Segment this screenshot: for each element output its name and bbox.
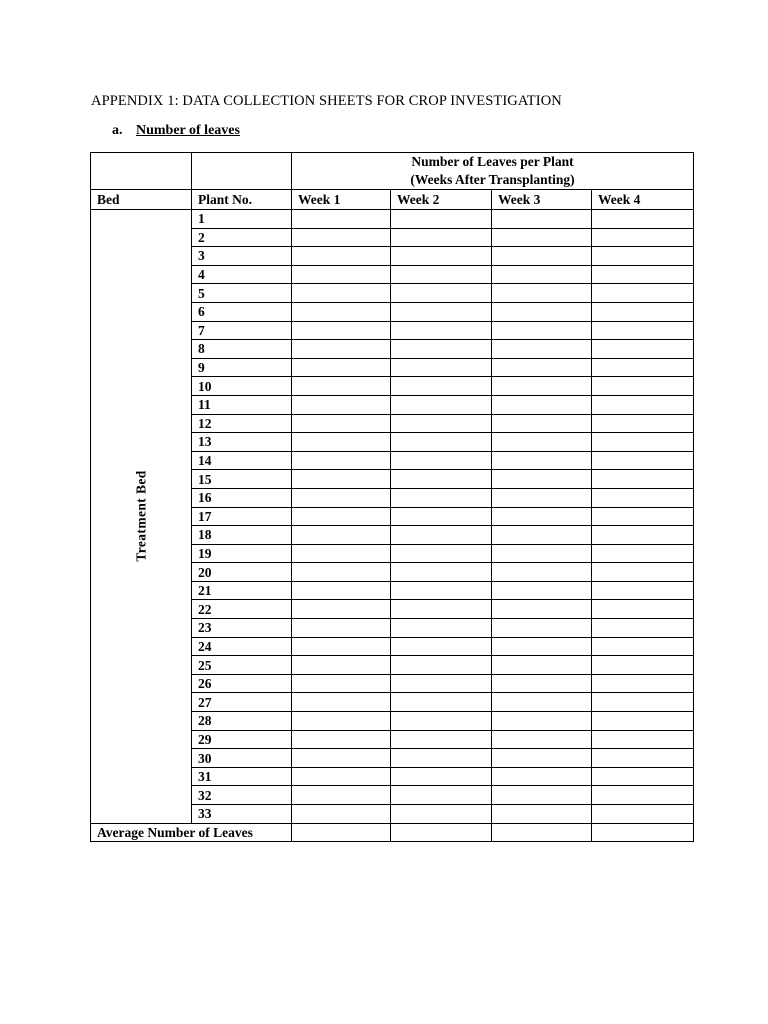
week-3-entry-cell[interactable] xyxy=(492,210,592,229)
week-2-entry-cell[interactable] xyxy=(391,433,492,452)
average-row xyxy=(91,823,694,842)
week-1-entry-cell[interactable] xyxy=(292,767,391,786)
week-3-entry-cell[interactable] xyxy=(492,619,592,638)
plant-number-cell: 31 xyxy=(192,767,292,786)
week-1-entry-cell[interactable] xyxy=(292,414,391,433)
week-1-entry-cell[interactable] xyxy=(292,563,391,582)
week-3-entry-cell[interactable] xyxy=(492,749,592,768)
week-1-entry-cell[interactable] xyxy=(292,693,391,712)
week-1-entry-cell[interactable] xyxy=(292,730,391,749)
treatment-bed-label: Treatment Bed xyxy=(133,470,149,562)
plant-number-cell: 14 xyxy=(192,451,292,470)
week-2-entry-cell[interactable] xyxy=(391,210,492,229)
week-3-entry-cell[interactable] xyxy=(492,600,592,619)
week-4-entry-cell[interactable] xyxy=(592,581,694,600)
week-4-entry-cell[interactable] xyxy=(592,377,694,396)
week-4-entry-cell[interactable] xyxy=(592,488,694,507)
week-4-entry-cell[interactable] xyxy=(592,321,694,340)
week-1-entry-cell[interactable] xyxy=(292,358,391,377)
plant-number-cell: 26 xyxy=(192,674,292,693)
week-3-average-cell[interactable] xyxy=(492,823,592,842)
week-2-entry-cell[interactable] xyxy=(391,321,492,340)
week-4-entry-cell[interactable] xyxy=(592,284,694,303)
week-1-entry-cell[interactable] xyxy=(292,265,391,284)
week-2-entry-cell[interactable] xyxy=(391,340,492,359)
week-4-entry-cell[interactable] xyxy=(592,228,694,247)
week-4-entry-cell[interactable] xyxy=(592,619,694,638)
week-2-entry-cell[interactable] xyxy=(391,674,492,693)
plant-number-cell: 22 xyxy=(192,600,292,619)
week-1-entry-cell[interactable] xyxy=(292,619,391,638)
week-4-entry-cell[interactable] xyxy=(592,563,694,582)
week-3-entry-cell[interactable] xyxy=(492,265,592,284)
column-header-plant-no: Plant No. xyxy=(192,190,292,210)
plant-number-cell: 6 xyxy=(192,302,292,321)
plant-number-cell: 12 xyxy=(192,414,292,433)
plant-number-cell: 27 xyxy=(192,693,292,712)
week-1-entry-cell[interactable] xyxy=(292,451,391,470)
plant-number-cell: 30 xyxy=(192,749,292,768)
week-3-entry-cell[interactable] xyxy=(492,321,592,340)
table-column-header-row xyxy=(91,190,694,210)
week-2-average-cell[interactable] xyxy=(391,823,492,842)
average-label: Average Number of Leaves xyxy=(91,823,292,842)
week-2-entry-cell[interactable] xyxy=(391,470,492,489)
week-3-entry-cell[interactable] xyxy=(492,414,592,433)
plant-number-cell: 33 xyxy=(192,805,292,824)
week-4-entry-cell[interactable] xyxy=(592,805,694,824)
section-letter: a. xyxy=(112,123,123,138)
week-3-entry-cell[interactable] xyxy=(492,488,592,507)
week-2-entry-cell[interactable] xyxy=(391,805,492,824)
group-header-line-1: Number of Leaves per Plant xyxy=(411,154,574,169)
column-header-week-1: Week 1 xyxy=(292,190,391,210)
week-1-entry-cell[interactable] xyxy=(292,712,391,731)
week-3-entry-cell[interactable] xyxy=(492,358,592,377)
table-row xyxy=(91,210,694,229)
plant-number-cell: 10 xyxy=(192,377,292,396)
week-2-entry-cell[interactable] xyxy=(391,265,492,284)
week-4-entry-cell[interactable] xyxy=(592,693,694,712)
week-1-average-cell[interactable] xyxy=(292,823,391,842)
plant-number-cell: 1 xyxy=(192,210,292,229)
week-4-entry-cell[interactable] xyxy=(592,451,694,470)
week-1-entry-cell[interactable] xyxy=(292,284,391,303)
week-4-entry-cell[interactable] xyxy=(592,265,694,284)
column-header-week-4: Week 4 xyxy=(592,190,694,210)
week-1-entry-cell[interactable] xyxy=(292,749,391,768)
week-4-entry-cell[interactable] xyxy=(592,730,694,749)
week-2-entry-cell[interactable] xyxy=(391,581,492,600)
week-1-entry-cell[interactable] xyxy=(292,544,391,563)
plant-number-cell: 23 xyxy=(192,619,292,638)
week-4-entry-cell[interactable] xyxy=(592,470,694,489)
plant-number-cell: 11 xyxy=(192,395,292,414)
week-1-entry-cell[interactable] xyxy=(292,321,391,340)
week-2-entry-cell[interactable] xyxy=(391,619,492,638)
week-3-entry-cell[interactable] xyxy=(492,581,592,600)
column-header-week-2: Week 2 xyxy=(391,190,492,210)
week-1-entry-cell[interactable] xyxy=(292,433,391,452)
plant-number-cell: 4 xyxy=(192,265,292,284)
week-4-entry-cell[interactable] xyxy=(592,358,694,377)
plant-number-cell: 7 xyxy=(192,321,292,340)
week-3-entry-cell[interactable] xyxy=(492,228,592,247)
week-2-entry-cell[interactable] xyxy=(391,749,492,768)
week-2-entry-cell[interactable] xyxy=(391,247,492,266)
plant-number-cell: 17 xyxy=(192,507,292,526)
week-3-entry-cell[interactable] xyxy=(492,433,592,452)
week-4-entry-cell[interactable] xyxy=(592,414,694,433)
week-3-entry-cell[interactable] xyxy=(492,247,592,266)
plant-number-cell: 8 xyxy=(192,340,292,359)
plant-number-cell: 29 xyxy=(192,730,292,749)
week-4-entry-cell[interactable] xyxy=(592,637,694,656)
week-2-entry-cell[interactable] xyxy=(391,284,492,303)
weeks-group-header xyxy=(292,153,694,190)
week-3-entry-cell[interactable] xyxy=(492,470,592,489)
plant-number-cell: 25 xyxy=(192,656,292,675)
week-1-entry-cell[interactable] xyxy=(292,637,391,656)
bed-cell xyxy=(91,210,192,824)
week-3-entry-cell[interactable] xyxy=(492,693,592,712)
plant-number-cell: 28 xyxy=(192,712,292,731)
week-4-entry-cell[interactable] xyxy=(592,767,694,786)
week-1-entry-cell[interactable] xyxy=(292,470,391,489)
week-2-entry-cell[interactable] xyxy=(391,358,492,377)
plant-number-cell: 5 xyxy=(192,284,292,303)
plant-number-cell: 20 xyxy=(192,563,292,582)
section-heading-text: Number of leaves xyxy=(136,123,240,138)
week-4-entry-cell[interactable] xyxy=(592,507,694,526)
week-1-entry-cell[interactable] xyxy=(292,210,391,229)
week-1-entry-cell[interactable] xyxy=(292,488,391,507)
week-2-entry-cell[interactable] xyxy=(391,228,492,247)
week-3-entry-cell[interactable] xyxy=(492,767,592,786)
week-1-entry-cell[interactable] xyxy=(292,581,391,600)
week-2-entry-cell[interactable] xyxy=(391,414,492,433)
week-1-entry-cell[interactable] xyxy=(292,507,391,526)
week-3-entry-cell[interactable] xyxy=(492,674,592,693)
data-collection-table xyxy=(90,152,694,842)
week-1-entry-cell[interactable] xyxy=(292,526,391,545)
week-2-entry-cell[interactable] xyxy=(391,377,492,396)
plant-number-cell: 13 xyxy=(192,433,292,452)
column-header-bed: Bed xyxy=(91,190,192,210)
week-1-entry-cell[interactable] xyxy=(292,247,391,266)
week-4-entry-cell[interactable] xyxy=(592,395,694,414)
week-3-entry-cell[interactable] xyxy=(492,563,592,582)
group-header-line-2: (Weeks After Transplanting) xyxy=(410,172,575,187)
week-3-entry-cell[interactable] xyxy=(492,805,592,824)
plant-number-cell: 32 xyxy=(192,786,292,805)
week-1-entry-cell[interactable] xyxy=(292,600,391,619)
week-4-entry-cell[interactable] xyxy=(592,749,694,768)
week-4-entry-cell[interactable] xyxy=(592,210,694,229)
week-4-entry-cell[interactable] xyxy=(592,600,694,619)
week-2-entry-cell[interactable] xyxy=(391,526,492,545)
week-2-entry-cell[interactable] xyxy=(391,600,492,619)
week-2-entry-cell[interactable] xyxy=(391,693,492,712)
week-2-entry-cell[interactable] xyxy=(391,507,492,526)
week-2-entry-cell[interactable] xyxy=(391,451,492,470)
plant-number-cell: 3 xyxy=(192,247,292,266)
week-2-entry-cell[interactable] xyxy=(391,712,492,731)
week-4-entry-cell[interactable] xyxy=(592,302,694,321)
week-3-entry-cell[interactable] xyxy=(492,395,592,414)
week-4-entry-cell[interactable] xyxy=(592,786,694,805)
plant-number-cell: 9 xyxy=(192,358,292,377)
table-header-top-row xyxy=(91,153,694,190)
week-3-entry-cell[interactable] xyxy=(492,377,592,396)
week-2-entry-cell[interactable] xyxy=(391,767,492,786)
week-1-entry-cell[interactable] xyxy=(292,395,391,414)
week-2-entry-cell[interactable] xyxy=(391,544,492,563)
week-3-entry-cell[interactable] xyxy=(492,637,592,656)
week-4-entry-cell[interactable] xyxy=(592,526,694,545)
week-4-entry-cell[interactable] xyxy=(592,340,694,359)
week-2-entry-cell[interactable] xyxy=(391,637,492,656)
header-blank-cell xyxy=(192,153,292,190)
plant-number-cell: 16 xyxy=(192,488,292,507)
week-1-entry-cell[interactable] xyxy=(292,340,391,359)
plant-number-cell: 2 xyxy=(192,228,292,247)
week-4-entry-cell[interactable] xyxy=(592,544,694,563)
week-2-entry-cell[interactable] xyxy=(391,786,492,805)
week-1-entry-cell[interactable] xyxy=(292,302,391,321)
week-3-entry-cell[interactable] xyxy=(492,284,592,303)
week-3-entry-cell[interactable] xyxy=(492,786,592,805)
week-2-entry-cell[interactable] xyxy=(391,488,492,507)
week-3-entry-cell[interactable] xyxy=(492,526,592,545)
week-4-entry-cell[interactable] xyxy=(592,656,694,675)
week-3-entry-cell[interactable] xyxy=(492,544,592,563)
header-blank-cell xyxy=(91,153,192,190)
week-2-entry-cell[interactable] xyxy=(391,563,492,582)
plant-number-cell: 19 xyxy=(192,544,292,563)
week-3-entry-cell[interactable] xyxy=(492,451,592,470)
plant-number-cell: 24 xyxy=(192,637,292,656)
week-4-entry-cell[interactable] xyxy=(592,712,694,731)
week-2-entry-cell[interactable] xyxy=(391,730,492,749)
week-4-entry-cell[interactable] xyxy=(592,433,694,452)
plant-number-cell: 15 xyxy=(192,470,292,489)
week-1-entry-cell[interactable] xyxy=(292,674,391,693)
column-header-week-3: Week 3 xyxy=(492,190,592,210)
week-1-entry-cell[interactable] xyxy=(292,656,391,675)
week-1-entry-cell[interactable] xyxy=(292,228,391,247)
plant-number-cell: 18 xyxy=(192,526,292,545)
plant-number-cell: 21 xyxy=(192,581,292,600)
week-3-entry-cell[interactable] xyxy=(492,656,592,675)
week-3-entry-cell[interactable] xyxy=(492,507,592,526)
page-title: APPENDIX 1: DATA COLLECTION SHEETS FOR CROP INVESTIGATION xyxy=(91,93,562,109)
week-4-entry-cell[interactable] xyxy=(592,674,694,693)
week-3-entry-cell[interactable] xyxy=(492,302,592,321)
week-1-entry-cell[interactable] xyxy=(292,805,391,824)
week-4-average-cell[interactable] xyxy=(592,823,694,842)
week-2-entry-cell[interactable] xyxy=(391,302,492,321)
week-2-entry-cell[interactable] xyxy=(391,656,492,675)
section-heading xyxy=(112,123,240,139)
week-4-entry-cell[interactable] xyxy=(592,247,694,266)
week-3-entry-cell[interactable] xyxy=(492,730,592,749)
week-1-entry-cell[interactable] xyxy=(292,377,391,396)
week-1-entry-cell[interactable] xyxy=(292,786,391,805)
week-2-entry-cell[interactable] xyxy=(391,395,492,414)
week-3-entry-cell[interactable] xyxy=(492,712,592,731)
week-3-entry-cell[interactable] xyxy=(492,340,592,359)
